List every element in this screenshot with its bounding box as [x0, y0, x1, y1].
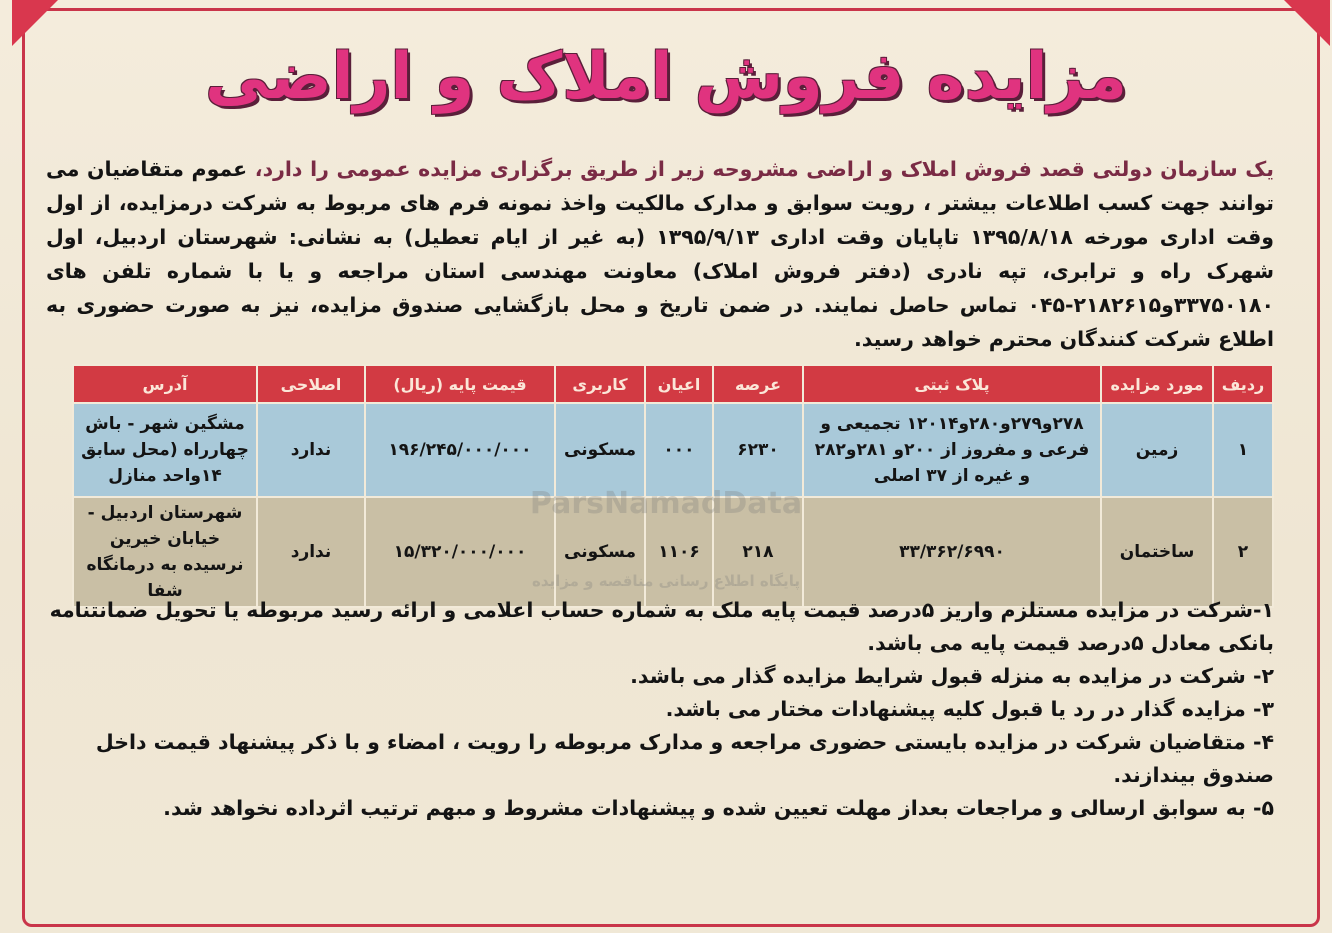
header-cell: عرصه — [713, 365, 803, 403]
condition-item: ۲- شرکت در مزایده به منزله قبول شرایط مزایده گذار می باشد. — [630, 664, 1274, 688]
header-cell: قیمت پایه (ریال) — [365, 365, 555, 403]
table-row — [73, 403, 1273, 497]
cell-address: شهرستان اردبیل - خیابان خیرین نرسیده به درمانگاه شفا — [73, 497, 257, 607]
watermark-caption: پایگاه اطلاع رسانی مناقصه و مزایده — [532, 572, 800, 590]
cell-item: زمین — [1101, 403, 1213, 497]
cell-plaque: ۲۷۸و۲۷۹و۲۸۰و۱۲۰۱۴ تجمیعی و فرعی و مفروز از ۲۰۰و ۲۸۱و۲۸۲ و غیره از ۳۷ اصلی — [803, 403, 1101, 497]
condition-item: ۴- متقاضیان شرکت در مزایده بایستی حضوری مراجعه و مدارک مربوطه را رویت ، امضاء و با ذکر پیشنهاد قیمت داخل صندوق بیندازند. — [95, 730, 1274, 787]
cell-row-number: ۱ — [1213, 403, 1273, 497]
cell-address: مشگین شهر - باش چهارراه (محل سابق ۱۴واحد منازل — [73, 403, 257, 497]
cell-building-area: ۱۱۰۶ — [645, 497, 713, 607]
cell-building-area: ۰۰۰ — [645, 403, 713, 497]
cell-land-area: ۲۱۸ — [713, 497, 803, 607]
condition-item: ۳- مزایده گذار در رد یا قبول کلیه پیشنهادات مختار می باشد. — [665, 697, 1274, 721]
table-row — [73, 497, 1273, 607]
header-cell: ردیف — [1213, 365, 1273, 403]
cell-land-area: ۶۲۳۰ — [713, 403, 803, 497]
cell-usage: مسکونی — [555, 403, 645, 497]
intro-lead: یک سازمان دولتی قصد فروش املاک و اراضی مشروحه زیر از طریق برگزاری مزایده عمومی را دارد، — [254, 157, 1274, 181]
intro-body: عموم متقاضیان می توانند جهت کسب اطلاعات بیشتر ، رویت سوابق و مدارک مالکیت واخذ نمونه فرم های مربوط به شرکت درمزایده، از اول وقت اداری مورخه ۱۳۹۵/۸/۱۸ تاپایان وقت اداری ۱۳۹۵/۹/۱۳ (به غیر از ایام تعطیل) به نشانی: شهرستان اردبیل، اول شهرک راه و ترابری، تپه نادری (دفتر فروش املاک) معاونت مهندسی استان مراجعه و یا با شماره تلفن های ۳۳۷۵۰۱۸۰و۲۱۸۲۶۱۵-۰۴۵ تماس حاصل نمایند. در ضمن تاریخ و محل بازگشایی صندوق مزایده، نیز به صورت حضوری به اطلاع شرکت کنندگان محترم خواهد رسید. — [46, 157, 1274, 351]
header-cell: مورد مزایده — [1101, 365, 1213, 403]
header-cell: اعیان — [645, 365, 713, 403]
intro-paragraph — [46, 152, 1274, 356]
cell-base-price: ۱۹۶/۲۴۵/۰۰۰/۰۰۰ — [365, 403, 555, 497]
header-cell: اصلاحی — [257, 365, 365, 403]
header-cell: کاربری — [555, 365, 645, 403]
cell-amendment: ندارد — [257, 403, 365, 497]
cell-base-price: ۱۵/۳۲۰/۰۰۰/۰۰۰ — [365, 497, 555, 607]
cell-amendment: ندارد — [257, 497, 365, 607]
cell-item: ساختمان — [1101, 497, 1213, 607]
cell-row-number: ۲ — [1213, 497, 1273, 607]
table-header-row — [73, 365, 1273, 403]
watermark-brand: ParsNamadData — [529, 486, 803, 521]
header-cell: آدرس — [73, 365, 257, 403]
header-cell: پلاک ثبتی — [803, 365, 1101, 403]
condition-item: ۵- به سوابق ارسالی و مراجعات بعداز مهلت تعیین شده و پیشنهادات مشروط و مبهم ترتیب اثرداده نخواهد شد. — [163, 796, 1274, 820]
conditions-list — [46, 594, 1274, 825]
page-title: مزایده فروش املاک و اراضی — [205, 40, 1127, 114]
condition-item: ۱-شرکت در مزایده مستلزم واریز ۵درصد قیمت پایه ملک به شماره حساب اعلامی و ارائه رسید مربوطه یا تحویل ضمانتنامه بانکی معادل ۵درصد قیمت پایه می باشد. — [49, 598, 1274, 655]
cell-usage: مسکونی — [555, 497, 645, 607]
auction-table — [72, 364, 1274, 608]
cell-plaque: ۳۳/۳۶۲/۶۹۹۰ — [803, 497, 1101, 607]
